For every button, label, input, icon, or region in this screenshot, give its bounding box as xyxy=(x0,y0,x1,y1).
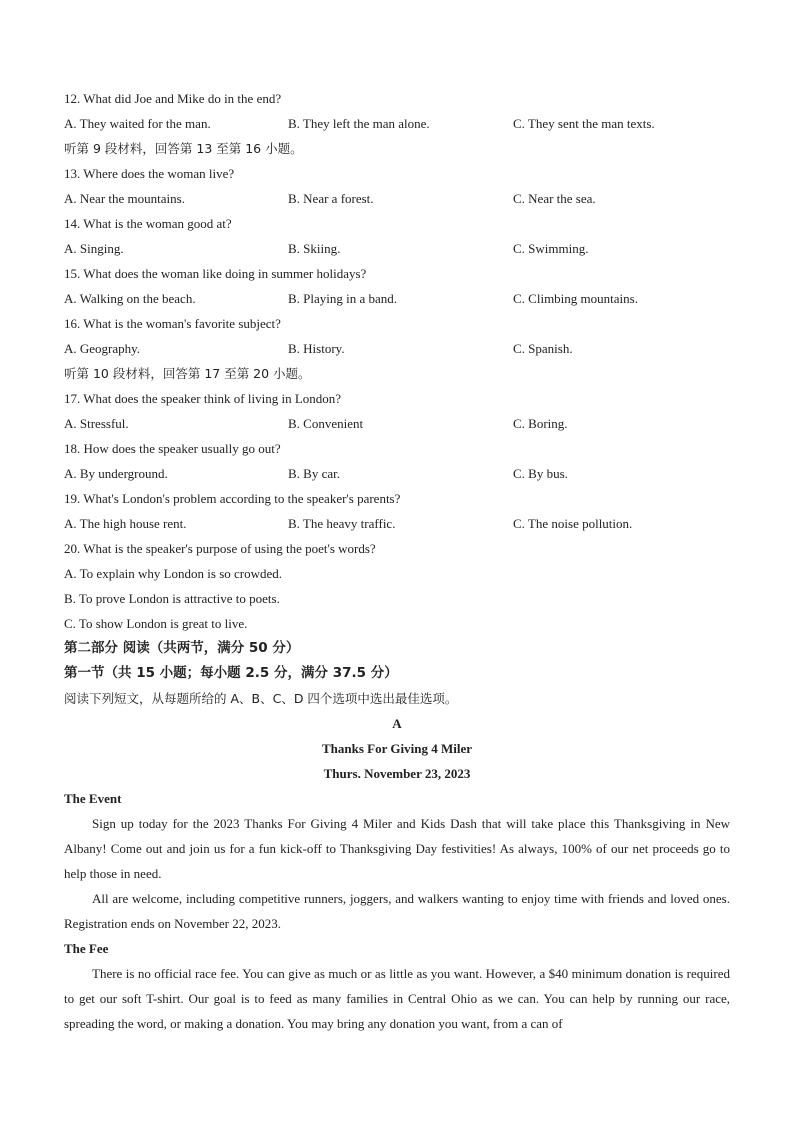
question-20-option-b: B. To prove London is attractive to poets. xyxy=(64,591,280,606)
event-paragraph-1: Sign up today for the 2023 Thanks For Giving 4 Miler and Kids Dash that will take place this Thanksgiving in New Albany! Come out and join us for a fun kick-off to Thanksgiving Day festivities! As always, 100% of our net proceeds go to help those in need. xyxy=(64,816,730,881)
question-20: 20. What is the speaker's purpose of using the poet's words? xyxy=(64,541,376,556)
passage-title: Thanks For Giving 4 Miler xyxy=(322,741,472,756)
option-a: A. Stressful. xyxy=(64,416,129,431)
option-c: C. Swimming. xyxy=(513,241,589,256)
option-b: B. The heavy traffic. xyxy=(288,516,396,531)
option-a: A. By underground. xyxy=(64,466,168,481)
question-14-options xyxy=(64,236,730,261)
question-13: 13. Where does the woman live? xyxy=(64,166,235,181)
passage-letter: A xyxy=(392,716,402,731)
option-c: C. Near the sea. xyxy=(513,191,596,206)
question-20-option-a: A. To explain why London is so crowded. xyxy=(64,566,283,581)
fee-heading: The Fee xyxy=(64,941,109,956)
option-a: A. Singing. xyxy=(64,241,124,256)
question-16-options xyxy=(64,336,730,361)
option-c: C. The noise pollution. xyxy=(513,516,633,531)
event-paragraph-2: All are welcome, including competitive runners, joggers, and walkers wanting to enjoy time with friends and loved ones. Registration ends on November 22, 2023. xyxy=(64,891,730,931)
option-a: A. They waited for the man. xyxy=(64,116,211,131)
question-18-options xyxy=(64,461,730,486)
option-b: B. History. xyxy=(288,341,345,356)
question-16: 16. What is the woman's favorite subject? xyxy=(64,316,281,331)
option-a: A. Walking on the beach. xyxy=(64,291,196,306)
fee-paragraph: There is no official race fee. You can give as much or as little as you want. However, a $40 minimum donation is required to get our soft T-shirt. Our goal is to feed as many families in Central Ohio as we can. You can help by running our race, spreading the word, or making a donation. You may bring any donation you want, from a can of xyxy=(64,966,730,1031)
option-c: C. Spanish. xyxy=(513,341,573,356)
option-c: C. They sent the man texts. xyxy=(513,116,655,131)
option-b: B. Convenient xyxy=(288,416,364,431)
option-b: B. Skiing. xyxy=(288,241,341,256)
document-page xyxy=(64,86,730,1036)
option-c: C. Boring. xyxy=(513,416,568,431)
reading-instruction: 阅读下列短文，从每题所给的 A、B、C、D 四个选项中选出最佳选项。 xyxy=(64,691,458,706)
part-two-heading: 第二部分 阅读（共两节，满分 50 分） xyxy=(64,640,300,656)
event-heading: The Event xyxy=(64,791,122,806)
question-12: 12. What did Joe and Mike do in the end? xyxy=(64,91,282,106)
question-15: 15. What does the woman like doing in summer holidays? xyxy=(64,266,367,281)
question-18: 18. How does the speaker usually go out? xyxy=(64,441,281,456)
option-c: C. By bus. xyxy=(513,466,568,481)
question-17: 17. What does the speaker think of living in London? xyxy=(64,391,342,406)
option-b: B. By car. xyxy=(288,466,340,481)
passage-date: Thurs. November 23, 2023 xyxy=(323,766,471,781)
option-a: A. Near the mountains. xyxy=(64,191,185,206)
section-one-heading: 第一节（共 15 小题；每小题 2.5 分，满分 37.5 分） xyxy=(64,665,398,681)
question-14: 14. What is the woman good at? xyxy=(64,216,232,231)
question-20-option-c: C. To show London is great to live. xyxy=(64,616,248,631)
option-c: C. Climbing mountains. xyxy=(513,291,638,306)
option-b: B. Playing in a band. xyxy=(288,291,398,306)
question-19: 19. What's London's problem according to the speaker's parents? xyxy=(64,491,401,506)
option-b: B. Near a forest. xyxy=(288,191,374,206)
section-9-instruction: 听第 9 段材料，回答第 13 至第 16 小题。 xyxy=(64,141,303,156)
option-b: B. They left the man alone. xyxy=(288,116,430,131)
question-13-options xyxy=(64,186,730,211)
question-12-options xyxy=(64,111,730,136)
question-15-options xyxy=(64,286,730,311)
question-17-options xyxy=(64,411,730,436)
section-10-instruction: 听第 10 段材料，回答第 17 至第 20 小题。 xyxy=(64,366,311,381)
question-19-options xyxy=(64,511,730,536)
option-a: A. Geography. xyxy=(64,341,141,356)
option-a: A. The high house rent. xyxy=(64,516,187,531)
